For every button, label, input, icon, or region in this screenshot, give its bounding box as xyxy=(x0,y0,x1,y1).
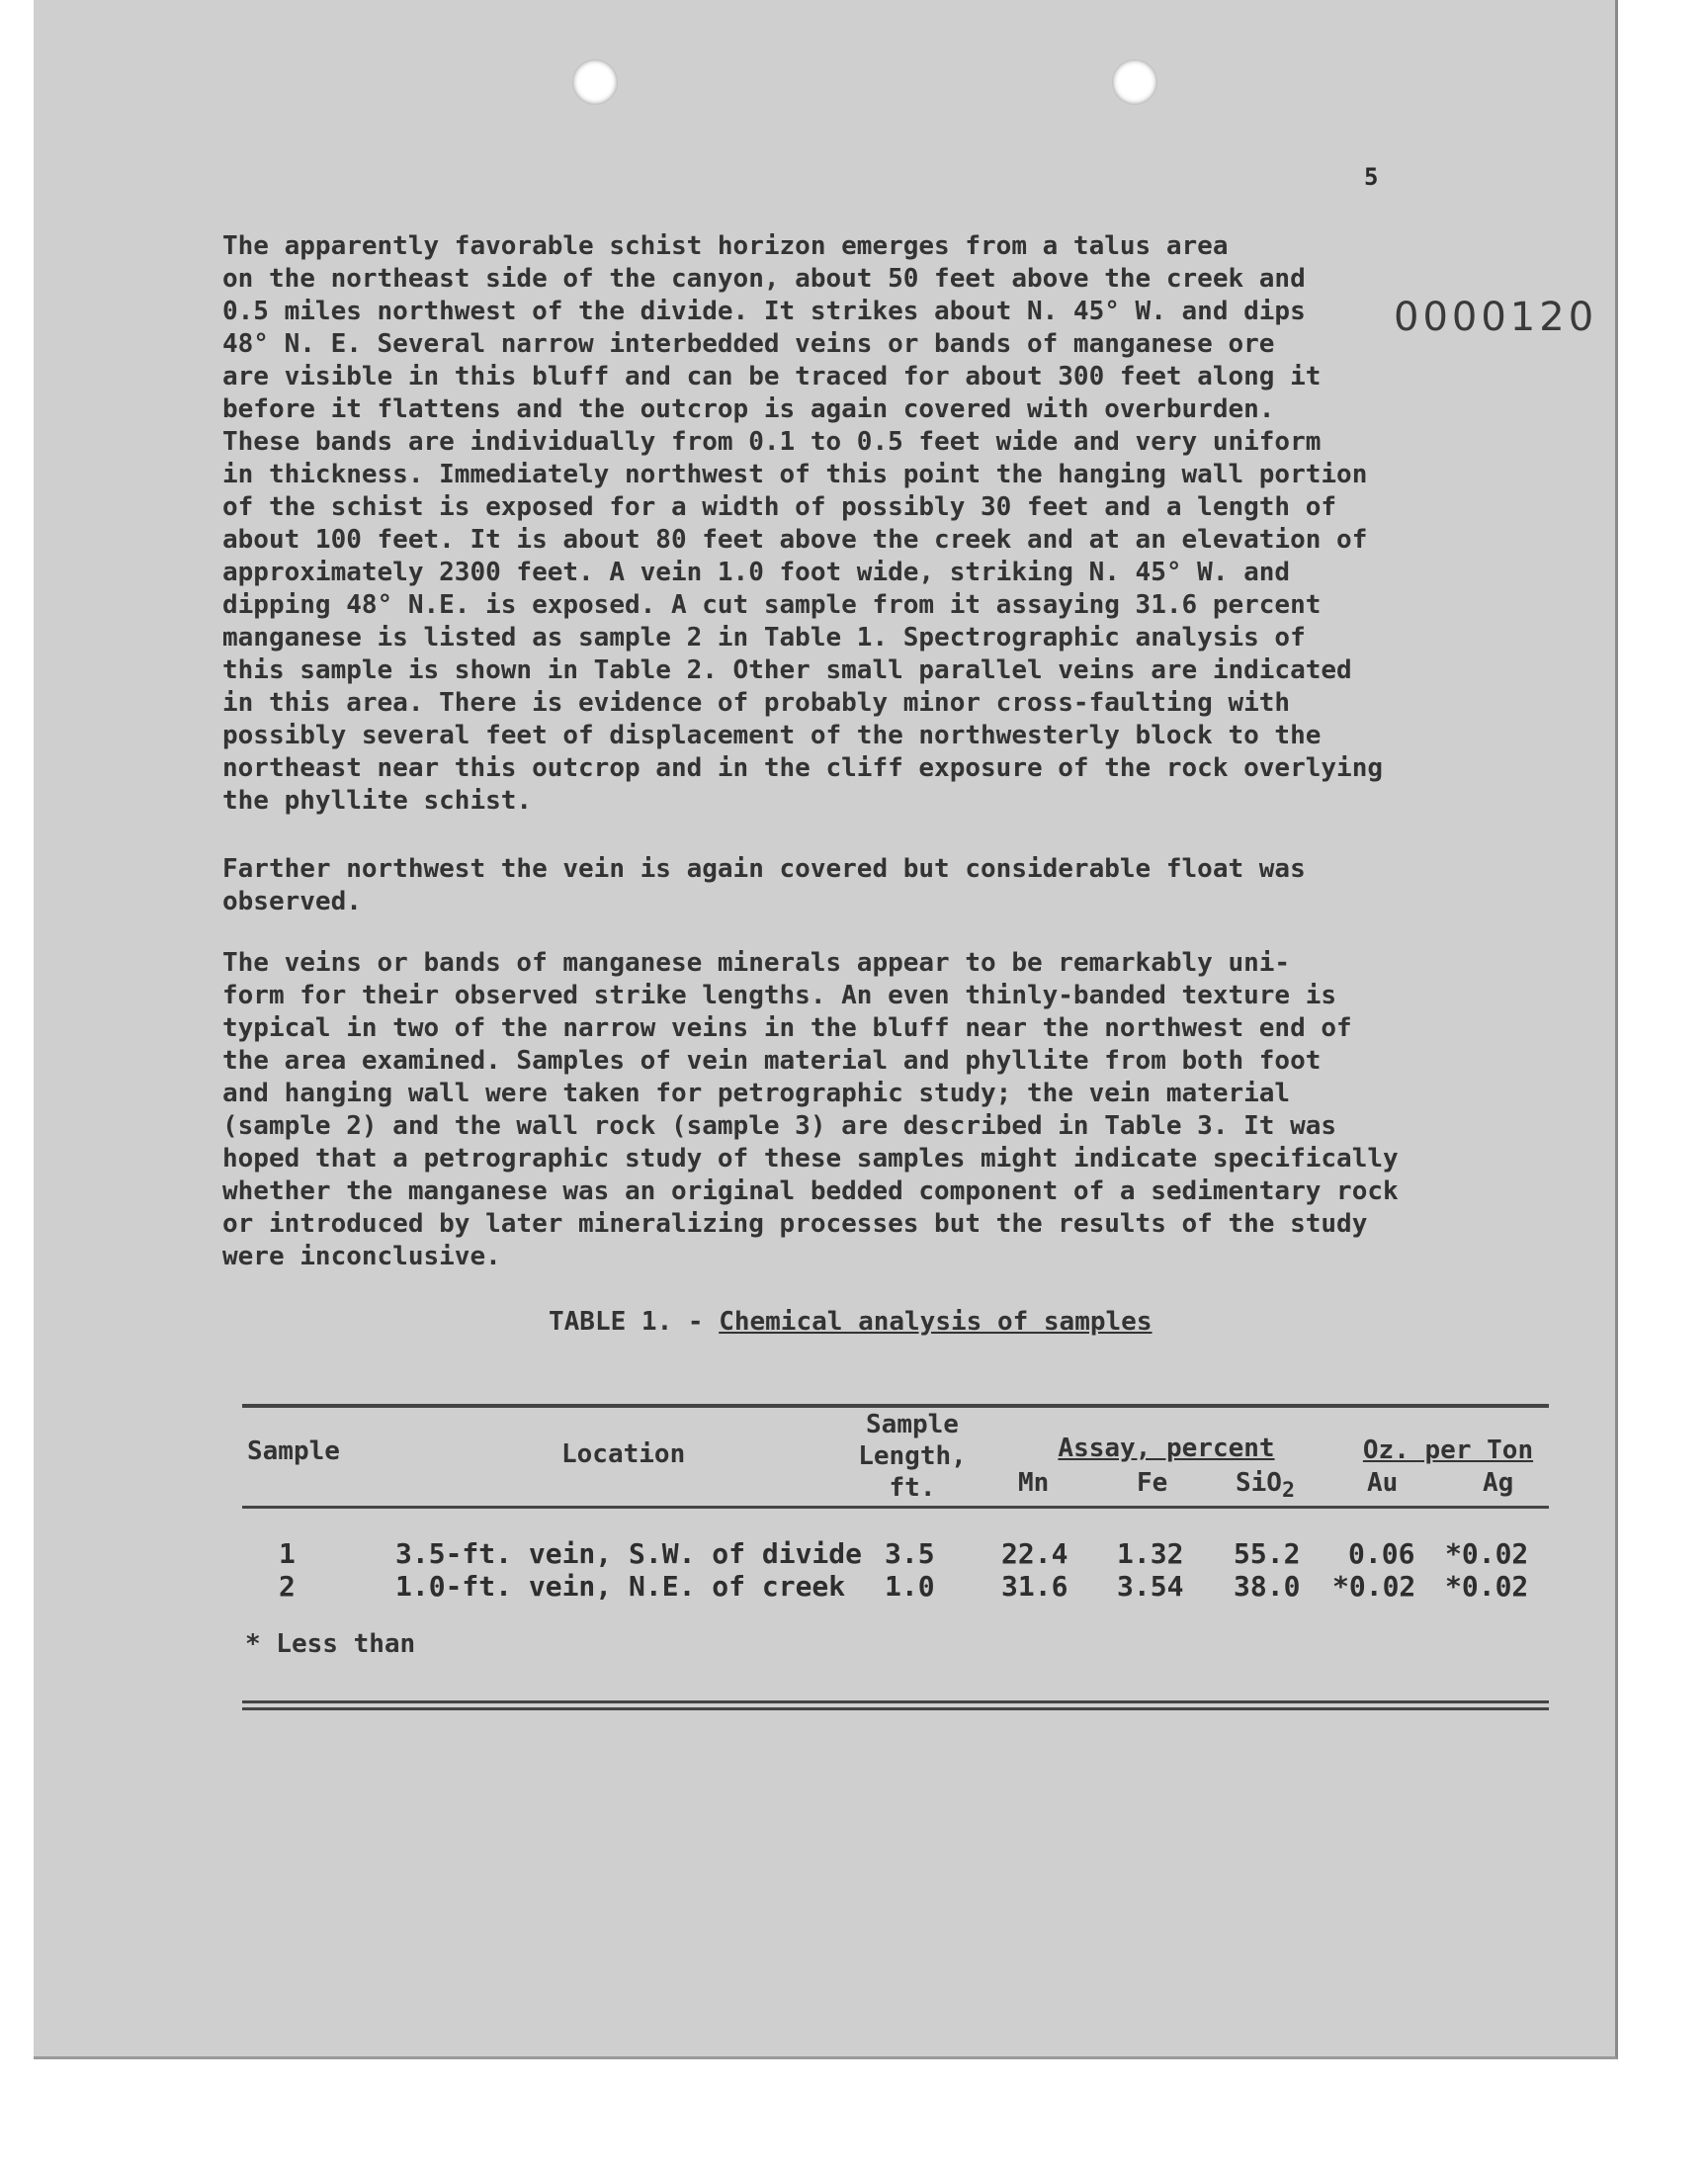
table-title xyxy=(549,1307,1152,1337)
header-sample-length: Sample Length, ft. xyxy=(858,1410,967,1503)
cell-mn: 22.4 xyxy=(1001,1537,1068,1570)
cell-sio2: 38.0 xyxy=(1234,1570,1301,1603)
header-assay-percent: Assay, percent xyxy=(1058,1434,1275,1463)
cell-length: 3.5 xyxy=(885,1537,935,1570)
page-number: 5 xyxy=(1364,163,1379,191)
cell-au: *0.02 xyxy=(1332,1570,1416,1603)
cell-length: 1.0 xyxy=(885,1570,935,1603)
cell-sample: 2 xyxy=(279,1570,296,1603)
table-title-prefix: TABLE 1. - xyxy=(549,1307,720,1337)
header-location: Location xyxy=(561,1439,686,1469)
document-stamp-number: 0000120 xyxy=(1394,295,1598,340)
cell-mn: 31.6 xyxy=(1001,1570,1068,1603)
header-mn: Mn xyxy=(1018,1468,1050,1498)
header-sample: Sample xyxy=(247,1436,340,1466)
table-caption: Chemical analysis of samples xyxy=(719,1307,1153,1337)
cell-ag: *0.02 xyxy=(1445,1570,1529,1603)
cell-sample: 1 xyxy=(279,1537,296,1570)
cell-au: 0.06 xyxy=(1348,1537,1415,1570)
table-top-rule xyxy=(242,1404,1549,1408)
header-sio2-subscript: 2 xyxy=(1281,1478,1296,1504)
table-header-rule xyxy=(242,1506,1549,1509)
punch-hole xyxy=(1112,59,1157,105)
cell-location: 3.5-ft. vein, S.W. of divide xyxy=(395,1537,863,1570)
cell-ag: *0.02 xyxy=(1445,1537,1529,1570)
cell-sio2: 55.2 xyxy=(1234,1537,1301,1570)
table-bottom-rule xyxy=(242,1700,1549,1703)
paragraph-3: The veins or bands of manganese minerals appear to be remarkably uni- form for their observed strike lengths. An even thinly-banded texture is typical in two of the narrow veins in the bluff near the northwest end of the area examined. Samples of vein material and phyllite from both foot and hanging wall were taken for petrographic study; the vein material (sample 2) and the wall rock (sample 3) are described in Table 3. It was hoped that a petrographic study of these samples might indicate specifically whether the manganese was an original bedded component of a sedimentary rock or introduced by later mineralizing processes but the results of the study were inconclusive. xyxy=(222,948,1399,1271)
header-au: Au xyxy=(1367,1468,1399,1498)
paragraph-2: Farther northwest the vein is again covered but considerable float was observed. xyxy=(222,854,1306,916)
cell-fe: 1.32 xyxy=(1117,1537,1184,1570)
header-sio2-base: SiO xyxy=(1236,1468,1282,1498)
header-sio2 xyxy=(1236,1467,1295,1507)
header-oz-per-ton: Oz. per Ton xyxy=(1362,1436,1534,1465)
table-bottom-rule xyxy=(242,1707,1549,1710)
paragraph-1: The apparently favorable schist horizon emerges from a talus area on the northeast side of the canyon, about 50 feet above the creek and 0.5 miles northwest of the divide. It strikes about N. 45° W. and dips 48° N. E. Several narrow interbedded veins or bands of manganese ore are visible in this bluff and can be traced for about 300 feet along it before it flattens and the outcrop is again covered with overburden. These bands are individually from 0.1 to 0.5 feet wide and very uniform in thickness. Immediately northwest of this point the hanging wall portion of the schist is exposed for a width of possibly 30 feet and a length of about 100 feet. It is about 80 feet above the creek and at an elevation of approximately 2300 feet. A vein 1.0 foot wide, striking N. 45° W. and dipping 48° N.E. is exposed. A cut sample from it assaying 31.6 percent manganese is listed as sample 2 in Table 1. Spectrographic analysis of this sample is shown in Table 2. Other small parallel veins are indicated in this area. There is evidence of probably minor cross-faulting with possibly several feet of displacement of the northwesterly block to the northeast near this outcrop and in the cliff exposure of the rock overlying the phyllite schist. xyxy=(222,231,1383,816)
cell-location: 1.0-ft. vein, N.E. of creek xyxy=(395,1570,846,1603)
header-ag: Ag xyxy=(1483,1468,1514,1498)
cell-fe: 3.54 xyxy=(1117,1570,1184,1603)
table-footnote: * Less than xyxy=(245,1629,416,1659)
punch-hole xyxy=(572,59,618,105)
header-fe: Fe xyxy=(1137,1468,1168,1498)
